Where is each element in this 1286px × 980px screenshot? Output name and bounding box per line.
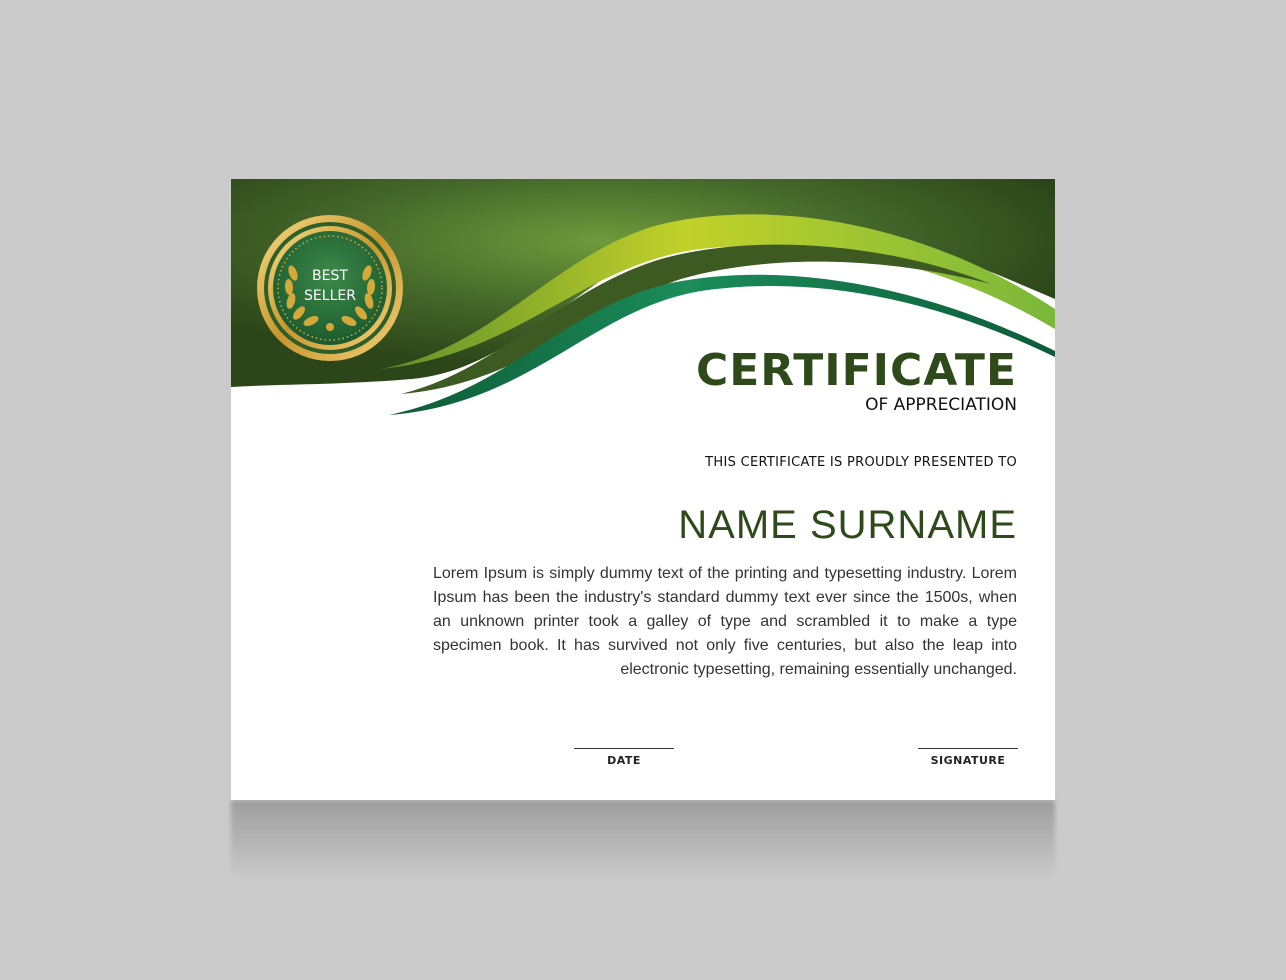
date-line: [574, 748, 674, 749]
signature-block: [918, 748, 1018, 767]
recipient-name: NAME SURNAME: [678, 503, 1017, 547]
certificate-body-text: Lorem Ipsum is simply dummy text of the printing and typesetting industry. Lorem Ipsum has been the industry's standard dummy text ever since the 1500s, when an unknown printer took a galley of type and scrambled it to make a type specimen book. It has survived not only five centuries, but also the leap into electronic typesetting, remaining essentially unchanged.: [433, 565, 1017, 678]
signature-line: [918, 748, 1018, 749]
best-seller-seal: [255, 213, 405, 363]
certificate-title: CERTIFICATE: [695, 345, 1017, 396]
seal-text-best: BEST: [312, 268, 348, 284]
certificate-shadow: [231, 800, 1055, 880]
seal-text-seller: SELLER: [304, 288, 356, 304]
date-label: DATE: [607, 754, 641, 767]
certificate-card: [231, 179, 1055, 800]
presented-to-text: THIS CERTIFICATE IS PROUDLY PRESENTED TO: [705, 455, 1017, 470]
signature-label: SIGNATURE: [930, 754, 1006, 767]
certificate-subtitle: OF APPRECIATION: [865, 395, 1017, 415]
date-block: [574, 748, 674, 767]
